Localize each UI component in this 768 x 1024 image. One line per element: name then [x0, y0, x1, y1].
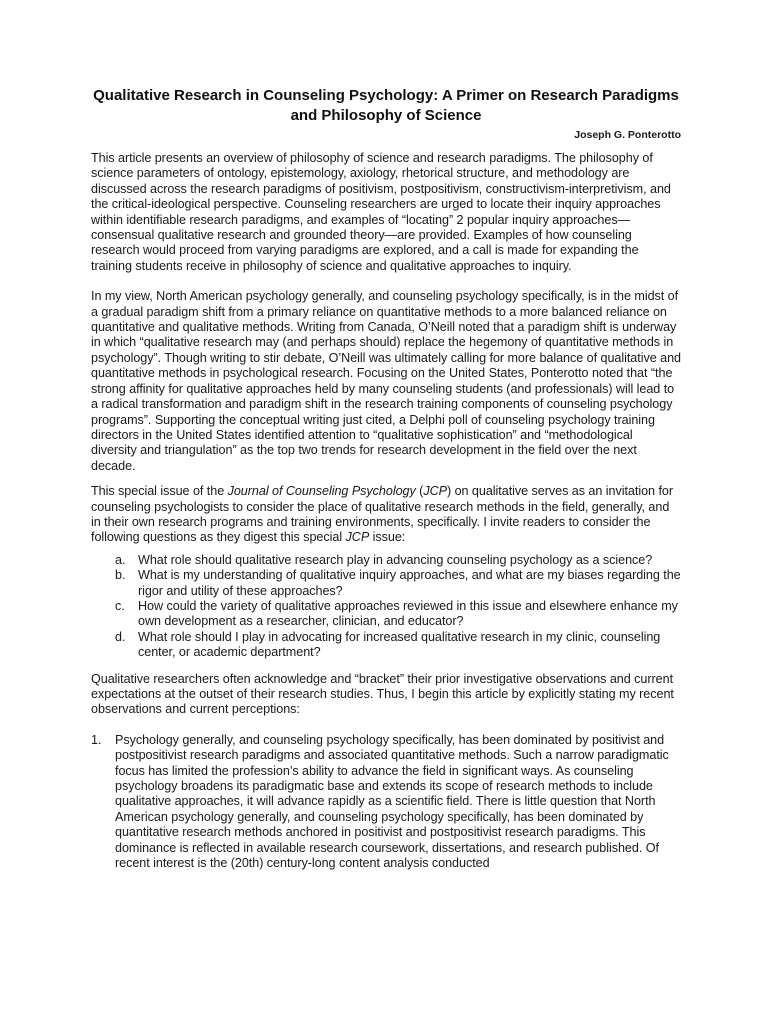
body-paragraph-paradigm-shift: In my view, North American psychology generally, and counseling psychology specifically, is in the midst of a gradual paradigm shift from a primary reliance on quantitative methods to a more balanced reliance on quantitative and qualitative methods. Writing from Canada, O’Neill noted that a paradigm shift is underway in which “qualitative research may (and perhaps should) replace the hegemony of quantitative methods in psychology”. Though writing to stir debate, O’Neill was ultimately calling for more balance of qualitative and quantitative methods in psychological research. Focusing on the United States, Ponterotto noted that “the strong affinity for qualitative approaches held by many counseling students (and professionals) will lead to a radical transformation and paradigm shift in the research training components of counseling psychology programs”. Supporting the conceptual writing just cited, a Delphi poll of counseling psychology training directors in the United States identified attention to “qualitative sophistication” and “methodological diversity and triangulation” as the top two trends for research development in the field over the next decade. [91, 289, 681, 473]
abstract-paragraph: This article presents an overview of philosophy of science and research paradigms. The philosophy of science parameters of ontology, epistemology, axiology, rhetorical structure, and methodology are discussed across the research paradigms of positivism, postpositivism, constructivism-interpretivism, and the critical-ideological perspective. Counseling researchers are urged to locate their inquiry approaches within identifiable research paradigms, and examples of “locating” 2 popular inquiry approaches— consensual qualitative research and grounded theory—are provided. Examples of how counseling research would proceed from varying paradigms are explored, and a call is made for expanding the training students receive in philosophy of science and qualitative approaches to inquiry. [91, 151, 671, 273]
list-item [91, 599, 681, 630]
list-marker: d. [115, 629, 126, 644]
body-paragraph-special-issue [91, 484, 681, 546]
text-run: ) on qualitative serves as an invitation for counseling psychologists to consider the place of qualitative research methods in the field, generally, and in their own research programs and training environments, specifically. I invite readers to consider the following questions as they digest this special [91, 484, 673, 545]
text-run: issue: [369, 530, 406, 545]
reader-questions-list [91, 553, 681, 661]
text-run: This special issue of the [91, 484, 228, 499]
list-item [91, 733, 681, 872]
document-page [91, 86, 681, 871]
list-item [91, 630, 681, 661]
list-item-text: How could the variety of qualitative approaches reviewed in this issue and elsewhere enhance my own development as a researcher, clinician, and educator? [138, 598, 678, 629]
text-run: ( [415, 484, 424, 499]
list-item-text: What role should qualitative research play in advancing counseling psychology as a science? [138, 552, 653, 567]
list-marker: c. [115, 598, 125, 613]
author-name: Joseph G. Ponterotto [574, 129, 681, 141]
journal-abbreviation: JCP [345, 530, 370, 545]
perceptions-list [91, 733, 681, 872]
journal-abbreviation: JCP [423, 484, 447, 499]
list-item [91, 568, 681, 599]
list-marker: b. [115, 568, 126, 583]
list-marker: 1. [91, 732, 102, 747]
list-marker: a. [115, 552, 126, 567]
list-item-text: What role should I play in advocating for increased qualitative research in my clinic, counseling center, or academic department? [138, 629, 661, 660]
list-item-text: Psychology generally, and counseling psychology specifically, has been dominated by positivist and postpositivist research paradigms and associated quantitative methods. Such a narrow paradigmatic focus has limited the profession’s ability to advance the field in significant ways. As counseling psychology broadens its paradigmatic base and extends its scope of research methods to include qualitative approaches, it will advance rapidly as a scientific field. There is little question that North American psychology generally, and counseling psychology specifically, has been dominated by quantitative research methods anchored in positivist and postpositivist research paradigms. This dominance is reflected in available research coursework, dissertations, and research published. Of recent interest is the (20th) century-long content analysis conducted [115, 732, 669, 871]
list-item [91, 553, 681, 568]
list-item-text: What is my understanding of qualitative inquiry approaches, and what are my biases regarding the rigor and utility of these approaches? [138, 568, 681, 598]
article-title: Qualitative Research in Counseling Psychology: A Primer on Research Paradigms and Philosophy of Science [93, 87, 679, 124]
body-paragraph-bracketing: Qualitative researchers often acknowledge and “bracket” their prior investigative observations and current expectations at the outset of their research studies. Thus, I begin this article by explicitly stating my recent observations and current perceptions: [91, 671, 674, 717]
journal-name: Journal of Counseling Psychology [227, 484, 416, 499]
